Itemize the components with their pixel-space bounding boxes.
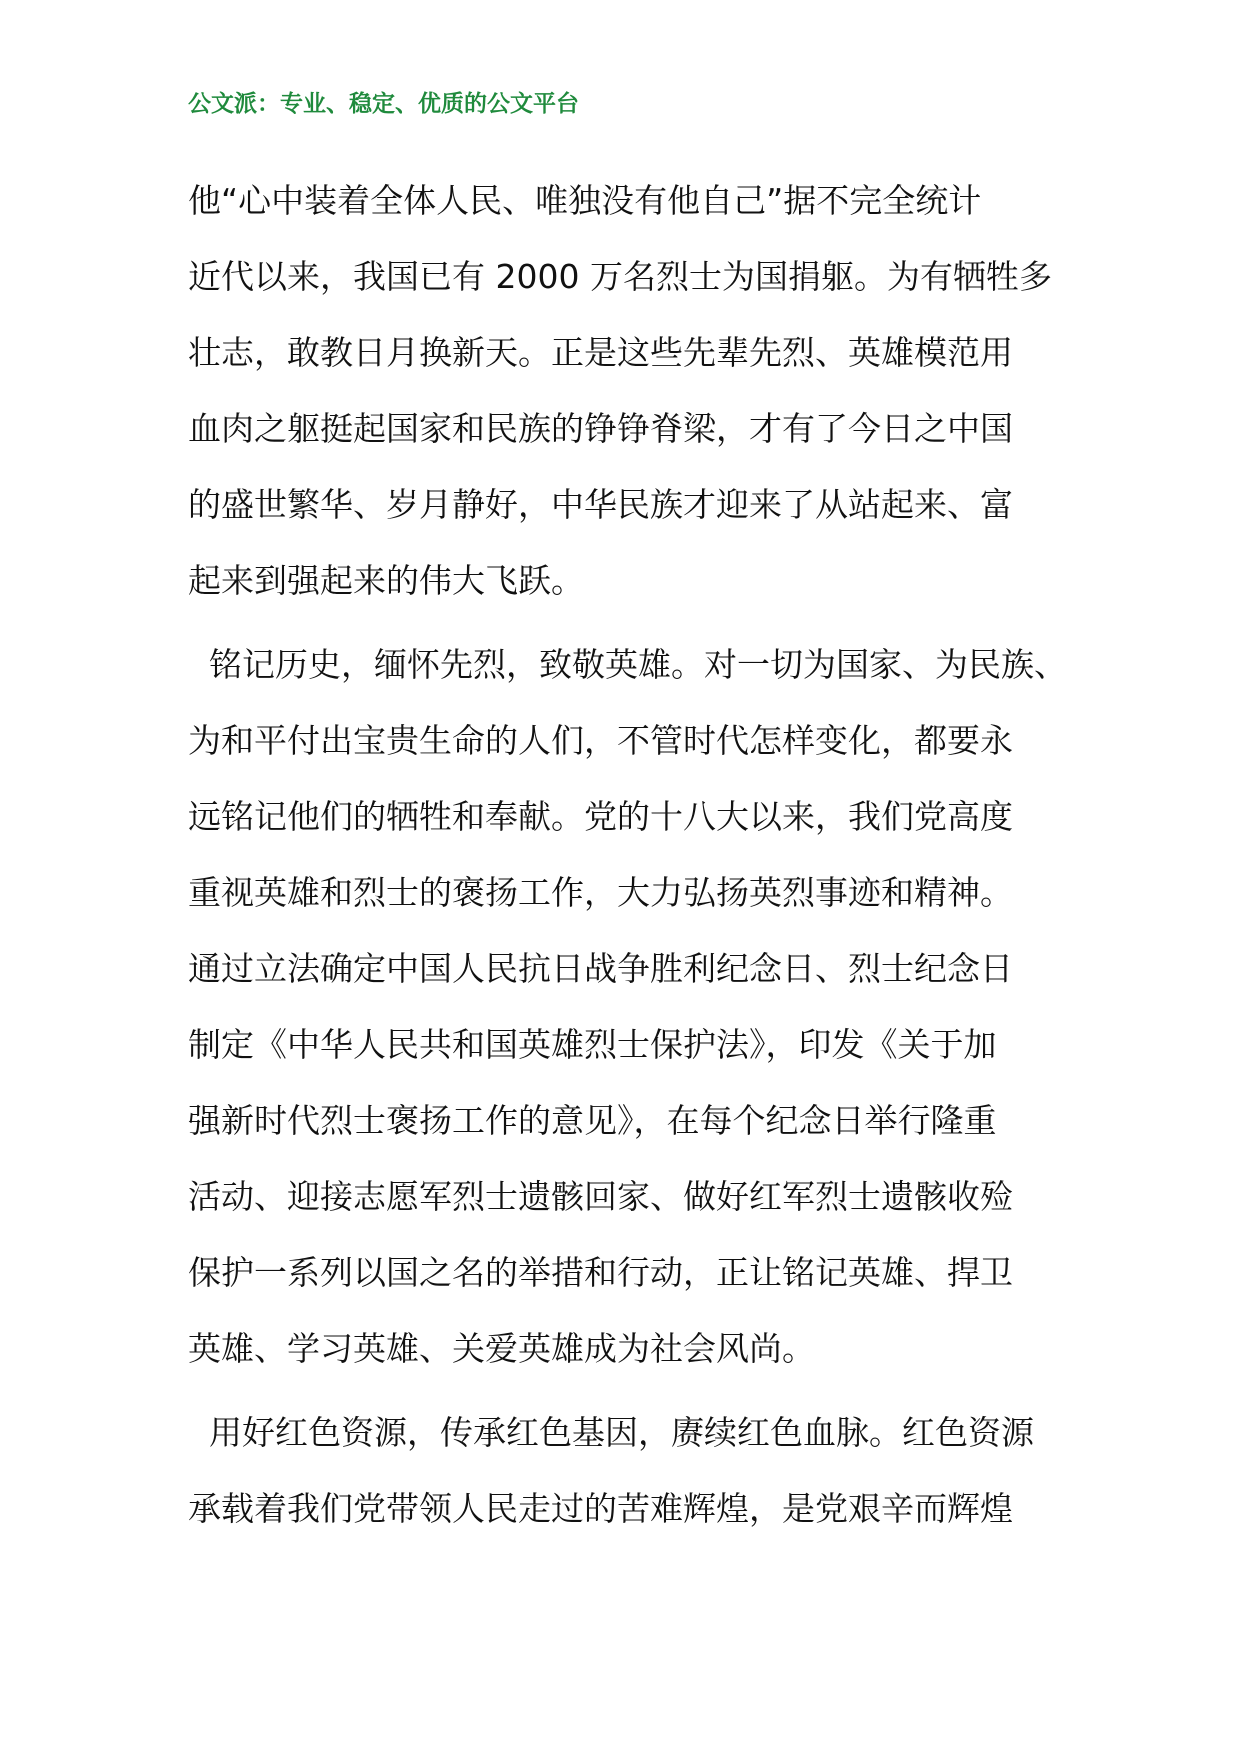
site-header: 公文派：专业、稳定、优质的公文平台 — [188, 91, 579, 117]
text-line: 铭记历史，缅怀先烈，致敬英雄。对一切为国家、为民族、 — [188, 645, 1067, 684]
text-line: 重视英雄和烈士的褒扬工作，大力弘扬英烈事迹和精神。 — [188, 873, 1013, 912]
document-body — [188, 163, 1068, 1547]
text-line: 他“心中装着全体人民、唯独没有他自己”据不完全统计 — [188, 181, 982, 220]
text-line: 壮志，敢教日月换新天。正是这些先辈先烈、英雄模范用 — [188, 333, 1013, 372]
text-line: 的盛世繁华、岁月静好，中华民族才迎来了从站起来、富 — [188, 485, 1013, 524]
text-line: 制定《中华人民共和国英雄烈士保护法》，印发《关于加 — [188, 1025, 997, 1064]
text-line: 保护一系列以国之名的举措和行动，正让铭记英雄、捍卫 — [188, 1253, 1013, 1292]
text-line: 承载着我们党带领人民走过的苦难辉煌，是党艰辛而辉煌 — [188, 1489, 1013, 1528]
text-line: 通过立法确定中国人民抗日战争胜利纪念日、烈士纪念日 — [188, 949, 1013, 988]
text-line: 英雄、学习英雄、关爱英雄成为社会风尚。 — [188, 1329, 815, 1368]
text-line: 用好红色资源，传承红色基因，赓续红色血脉。红色资源 — [188, 1413, 1034, 1452]
text-line: 远铭记他们的牺牲和奉献。党的十八大以来，我们党高度 — [188, 797, 1013, 836]
text-line: 近代以来，我国已有 2000 万名烈士为国捐躯。为有牺牲多 — [188, 257, 1052, 296]
paragraph-1 — [188, 163, 1068, 619]
text-line: 活动、迎接志愿军烈士遗骸回家、做好红军烈士遗骸收殓 — [188, 1177, 1013, 1216]
paragraph-3 — [188, 1395, 1068, 1547]
text-line: 为和平付出宝贵生命的人们，不管时代怎样变化，都要永 — [188, 721, 1013, 760]
text-line: 起来到强起来的伟大飞跃。 — [188, 561, 584, 600]
paragraph-2 — [188, 627, 1068, 1387]
text-line: 强新时代烈士褒扬工作的意见》，在每个纪念日举行隆重 — [188, 1101, 997, 1140]
text-line: 血肉之躯挺起国家和民族的铮铮脊梁，才有了今日之中国 — [188, 409, 1013, 448]
